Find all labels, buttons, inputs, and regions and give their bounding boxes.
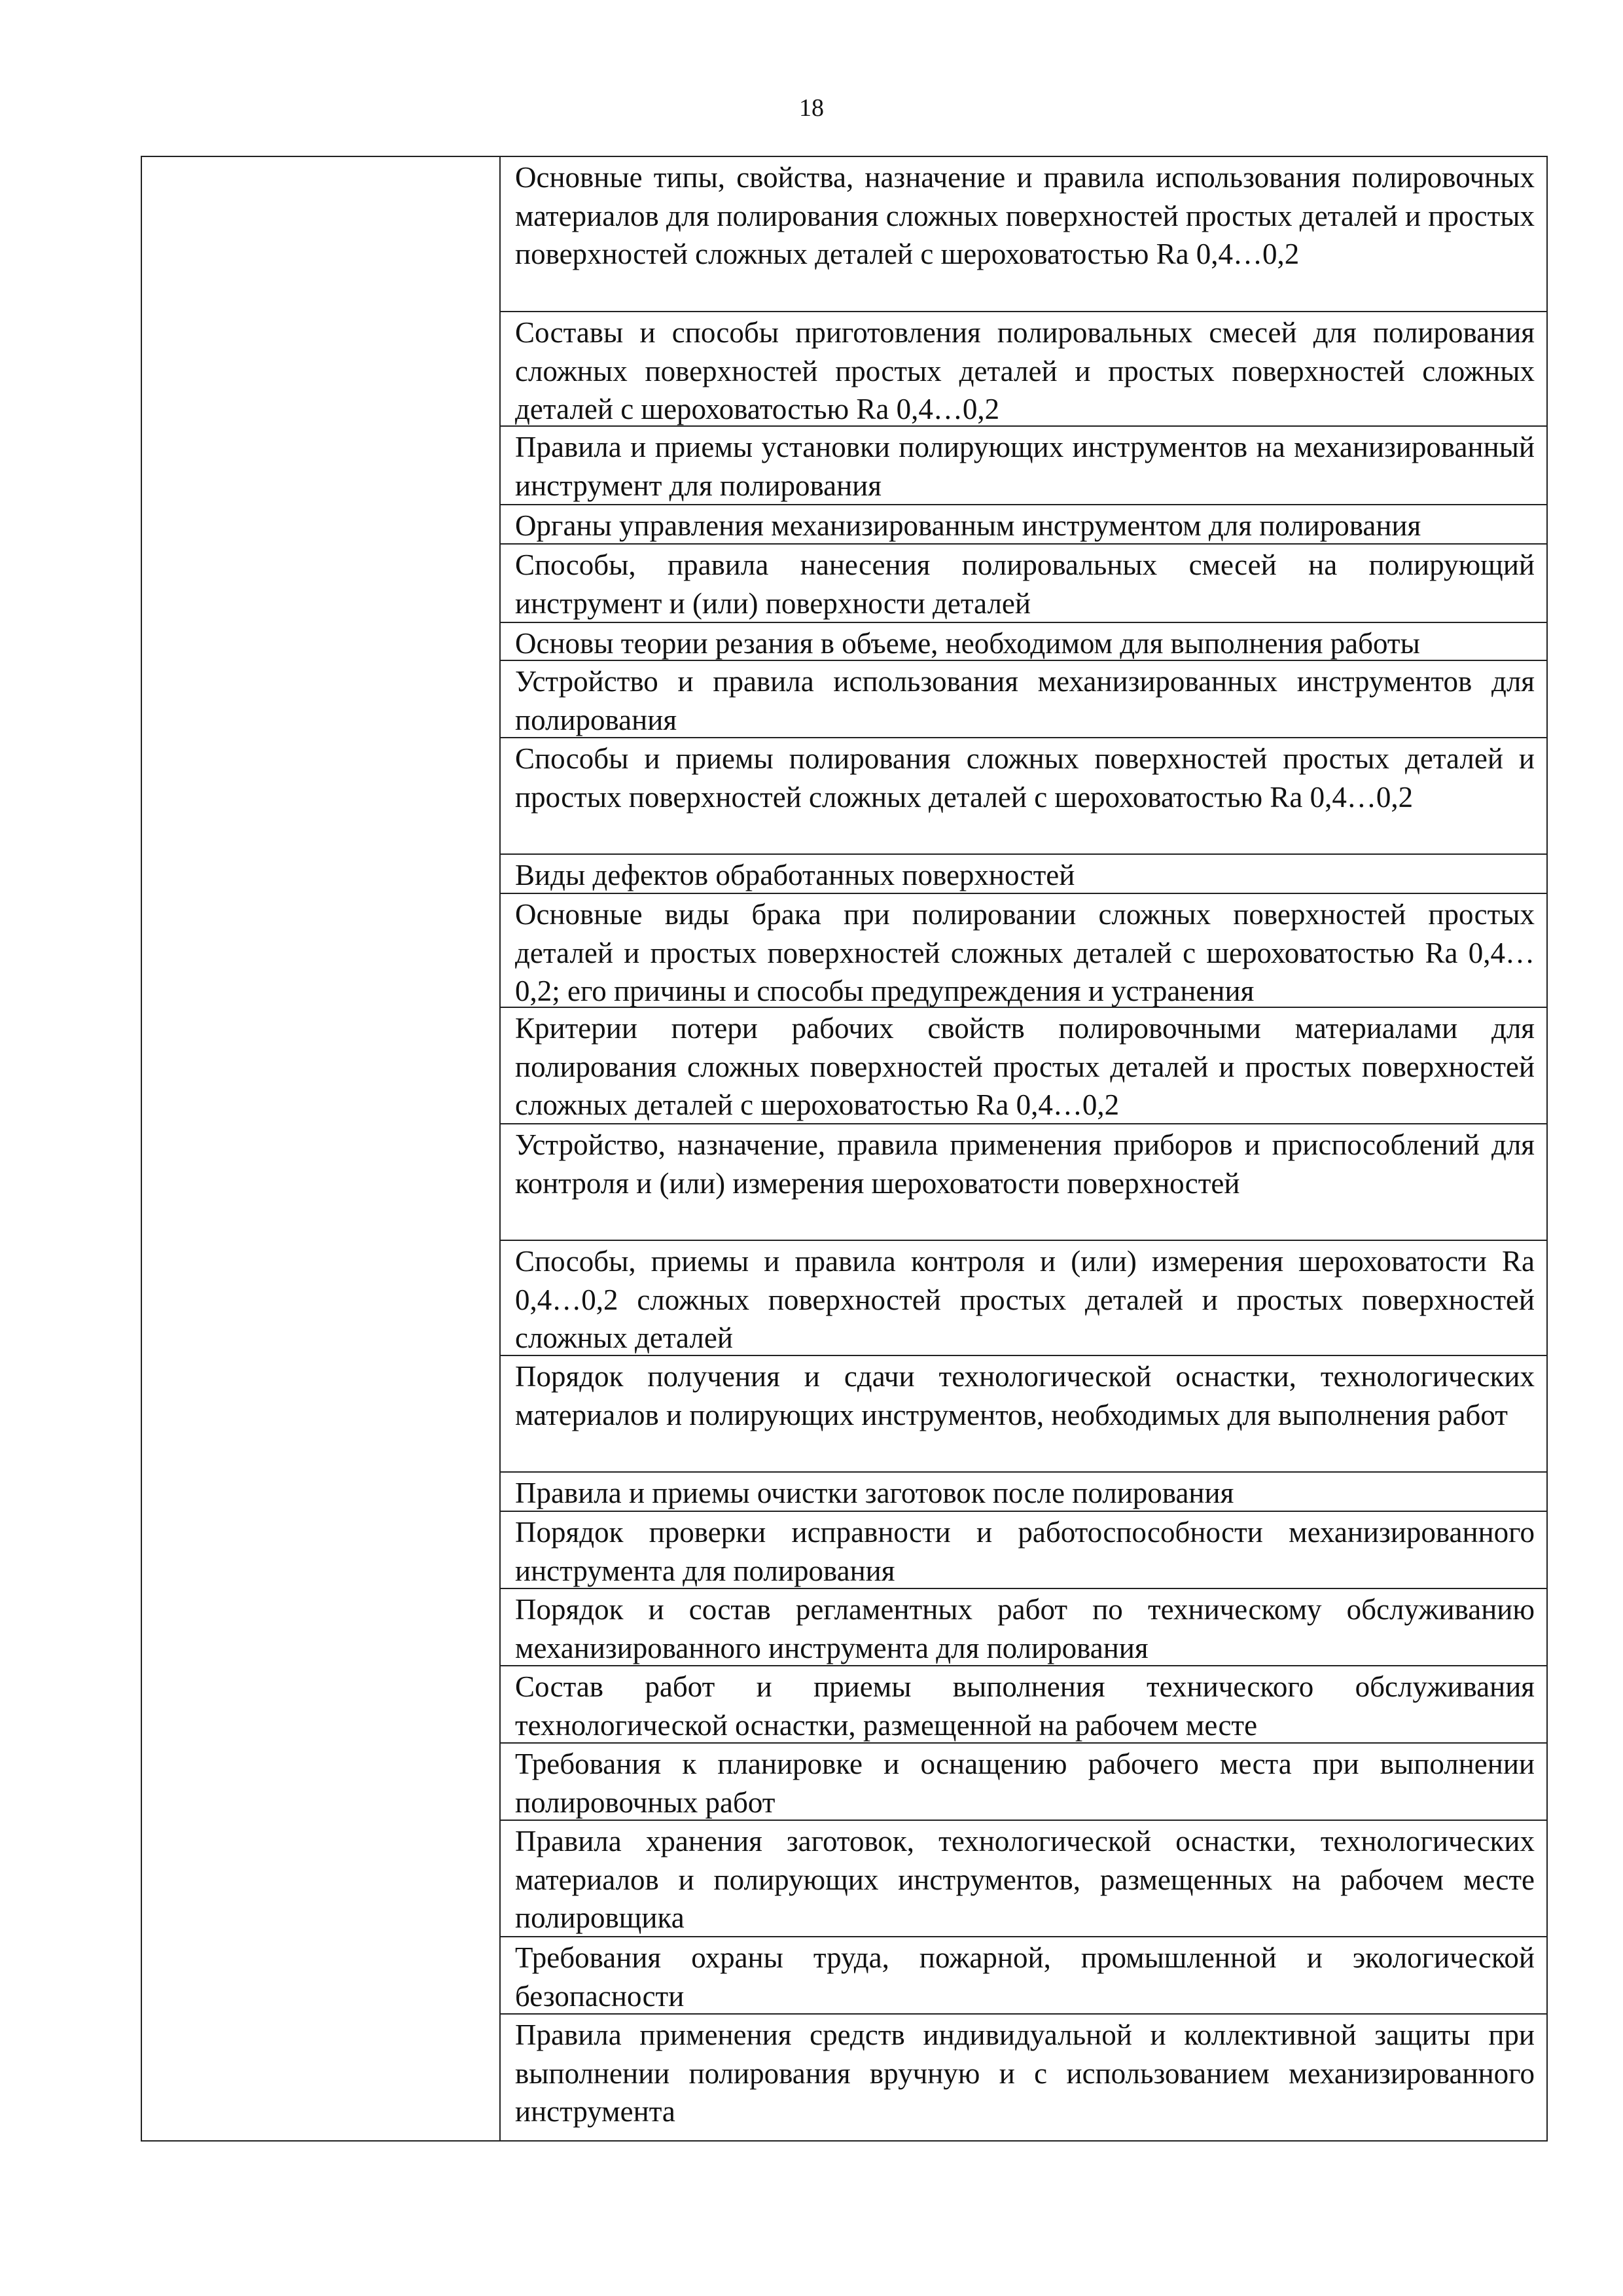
table-row: Требования охраны труда, пожарной, промышленной и экологической безопасности (501, 1937, 1546, 2015)
table-row: Порядок проверки исправности и работоспособности механизированного инструмента для полирования (501, 1512, 1546, 1589)
table-row: Виды дефектов обработанных поверхностей (501, 855, 1546, 894)
table-row: Основные типы, свойства, назначение и правила использования полировочных материалов для полирования сложных поверхностей простых деталей и простых поверхностей сложных деталей с шероховатостью Ra 0,4…0,2 (501, 157, 1546, 312)
table-row: Порядок получения и сдачи технологической оснастки, технологических материалов и полирующих инструментов, необходимых для выполнения работ (501, 1356, 1546, 1473)
table-row: Способы, правила нанесения полировальных смесей на полирующий инструмент и (или) поверхности деталей (501, 545, 1546, 623)
table-right-column (501, 157, 1546, 2140)
table-row: Состав работ и приемы выполнения технического обслуживания технологической оснастки, размещенной на рабочем месте (501, 1666, 1546, 1744)
table-row: Составы и способы приготовления полировальных смесей для полирования сложных поверхностей простых деталей и простых поверхностей сложных деталей с шероховатостью Ra 0,4…0,2 (501, 312, 1546, 427)
table-row: Порядок и состав регламентных работ по техническому обслуживанию механизированного инструмента для полирования (501, 1589, 1546, 1666)
table-row: Правила хранения заготовок, технологической оснастки, технологических материалов и полирующих инструментов, размещенных на рабочем месте полировщика (501, 1821, 1546, 1937)
table-row: Правила применения средств индивидуальной и коллективной защиты при выполнении полирования вручную и с использованием механизированного инструмента (515, 2018, 1535, 2128)
table-row: Требования к планировке и оснащению рабочего места при выполнении полировочных работ (501, 1744, 1546, 1821)
table-row: Органы управления механизированным инструментом для полирования (501, 505, 1546, 545)
table-row: Устройство и правила использования механизированных инструментов для полирования (501, 661, 1546, 738)
knowledge-table (141, 156, 1548, 2142)
table-row: Основы теории резания в объеме, необходимом для выполнения работы (501, 623, 1546, 661)
table-row: Правила и приемы установки полирующих инструментов на механизированный инструмент для полирования (501, 427, 1546, 505)
table-row: Основные виды брака при полировании сложных поверхностей простых деталей и простых поверхностей сложных деталей с шероховатостью Ra 0,4…0,2; его причины и способы предупреждения и устранения (501, 894, 1546, 1008)
table-row: Критерии потери рабочих свойств полировочными материалами для полирования сложных поверхностей простых деталей и простых поверхностей сложных деталей с шероховатостью Ra 0,4…0,2 (501, 1008, 1546, 1124)
table-row: Устройство, назначение, правила применения приборов и приспособлений для контроля и (или) измерения шероховатости поверхностей (501, 1124, 1546, 1241)
page-number: 18 (799, 94, 824, 122)
table-row: Правила и приемы очистки заготовок после полирования (501, 1473, 1546, 1512)
table-row: Способы и приемы полирования сложных поверхностей простых деталей и простых поверхностей сложных деталей с шероховатостью Ra 0,4…0,2 (501, 738, 1546, 855)
table-left-cell (142, 157, 501, 2140)
table-row: Способы, приемы и правила контроля и (или) измерения шероховатости Ra 0,4…0,2 сложных поверхностей простых деталей и простых поверхностей сложных деталей (501, 1241, 1546, 1356)
